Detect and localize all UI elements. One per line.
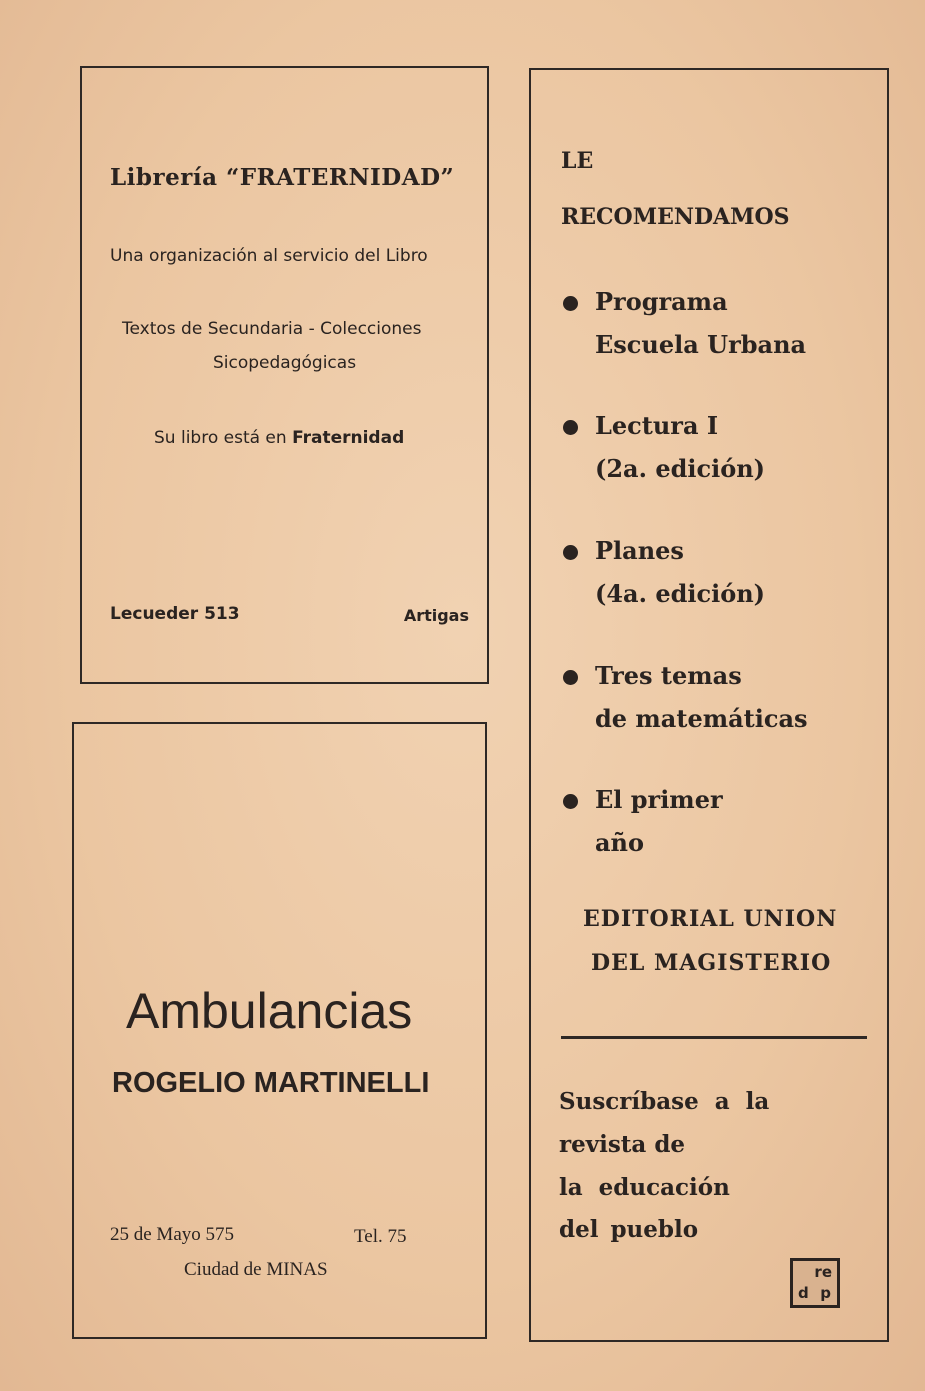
item-line1: Tres temas — [595, 661, 742, 690]
rep-logo-icon — [790, 1258, 840, 1308]
logo-letters: re — [814, 1263, 832, 1281]
ad-city: Artigas — [403, 606, 469, 625]
ad-telephone: Tel. 75 — [354, 1226, 407, 1247]
ad-title: Ambulancias — [126, 983, 413, 1039]
divider — [561, 1036, 867, 1039]
ambulancias-ad — [72, 722, 487, 1339]
logo-letters: d — [798, 1284, 809, 1302]
bullet-icon — [563, 296, 578, 311]
bullet-icon — [563, 670, 578, 685]
libreria-fraternidad-ad — [80, 66, 489, 684]
logo-letters: p — [820, 1284, 831, 1302]
ad-address: Lecueder 513 — [110, 604, 240, 624]
ad-heading: RECOMENDAMOS — [561, 204, 790, 230]
ad-subtitle: Una organización al servicio del Libro — [110, 246, 428, 266]
bullet-icon — [563, 794, 578, 809]
item-line2: (4a. edición) — [595, 579, 766, 608]
item-line1: Programa — [595, 287, 728, 316]
item-line1: Planes — [595, 536, 684, 565]
publisher-name: DEL MAGISTERIO — [591, 950, 832, 976]
subscribe-text: revista de — [559, 1131, 686, 1158]
subscribe-text: la educación — [559, 1174, 730, 1201]
item-line1: El primer — [595, 785, 723, 814]
ad-text-line: Textos de Secundaria - Colecciones — [122, 319, 422, 339]
slogan-prefix: Su libro está en — [154, 428, 287, 448]
subscribe-text: Suscríbase a la — [559, 1088, 770, 1115]
ad-owner-name: ROGELIO MARTINELLI — [112, 1067, 430, 1099]
item-line2: de matemáticas — [595, 704, 808, 733]
item-line2: Escuela Urbana — [595, 330, 807, 359]
ad-slogan — [154, 428, 404, 448]
editorial-union-ad — [529, 68, 889, 1342]
slogan-bold: Fraternidad — [292, 428, 405, 448]
ad-heading: LE — [561, 148, 594, 174]
item-line2: año — [595, 828, 645, 857]
item-line2: (2a. edición) — [595, 454, 766, 483]
subscribe-text: del pueblo — [559, 1216, 699, 1243]
item-line1: Lectura I — [595, 411, 719, 440]
bullet-icon — [563, 545, 578, 560]
ad-city: Ciudad de MINAS — [184, 1259, 328, 1280]
publisher-name: EDITORIAL UNION — [583, 906, 838, 932]
bullet-icon — [563, 420, 578, 435]
ad-title: Librería “FRATERNIDAD” — [110, 164, 455, 191]
ad-text-line: Sicopedagógicas — [213, 353, 357, 373]
ad-address: 25 de Mayo 575 — [110, 1224, 235, 1245]
